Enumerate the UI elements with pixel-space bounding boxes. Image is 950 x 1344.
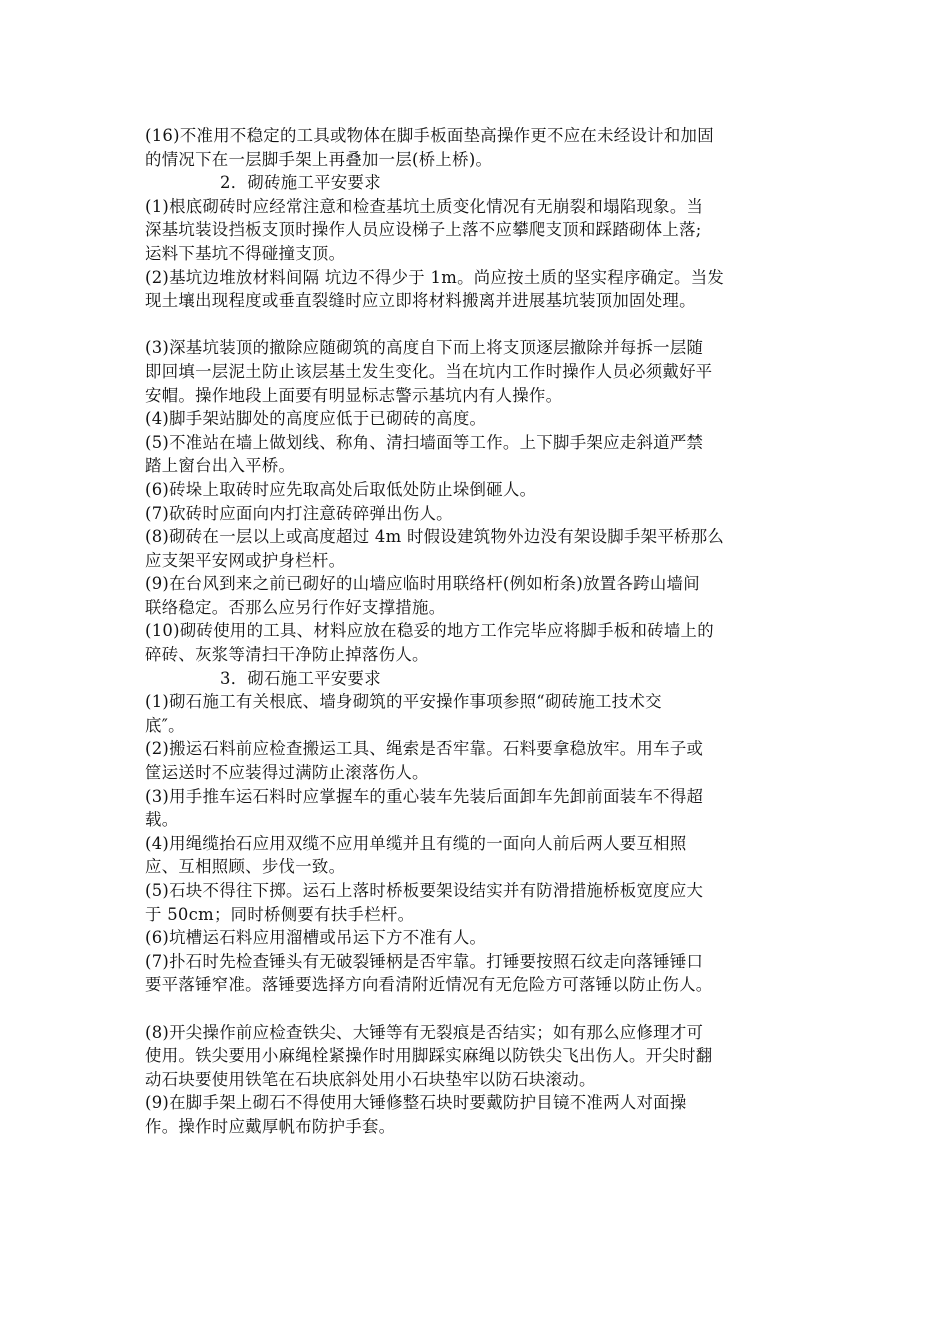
document-body <box>145 124 807 1139</box>
text-line: 载。 <box>145 810 179 830</box>
text-line: 踏上窗台出入平桥。 <box>145 456 296 476</box>
text-line: 现土壤出现程度或垂直裂缝时应立即将材料搬离并进展基坑装顶加固处理。 <box>145 291 696 311</box>
section-heading: 2．砌砖施工平安要求 <box>220 173 381 193</box>
text-line: (16)不准用不稳定的工具或物体在脚手板面垫高操作更不应在未经设计和加固 <box>145 126 714 145</box>
text-line: 的情况下在一层脚手架上再叠加一层(桥上桥)。 <box>145 149 493 169</box>
text-line: 安帽。操作地段上面要有明显标志警示基坑内有人操作。 <box>145 385 563 405</box>
text-line: (6)砖垛上取砖时应先取高处后取低处防止垛倒砸人。 <box>145 479 537 499</box>
text-line: (3)深基坑装顶的撤除应随砌筑的高度自下而上将支顶逐层撤除并每拆一层随 <box>145 338 704 358</box>
text-line: 动石块要使用铁笔在石块底斜处用小石块垫牢以防石块滚动。 <box>145 1069 596 1089</box>
text-line: (5)石块不得往下掷。运石上落时桥板要架设结实并有防滑措施桥板宽度应大 <box>145 881 704 900</box>
text-line: 联络稳定。否那么应另行作好支撑措施。 <box>145 597 446 617</box>
text-line: (4)用绳缆抬石应用双缆不应用单缆并且有缆的一面向人前后两人要互相照 <box>145 833 687 853</box>
text-line: (10)砌砖使用的工具、材料应放在稳妥的地方工作完毕应将脚手板和砖墙上的 <box>145 621 714 641</box>
text-line: (8)砌砖在一层以上或高度超过 4m 时假设建筑物外边没有架设脚手架平桥那么 <box>145 527 725 547</box>
text-line: 使用。铁尖要用小麻绳栓紧操作时用脚踩实麻绳以防铁尖飞出伤人。开尖时翻 <box>145 1046 713 1066</box>
text-line: 深基坑装设挡板支顶时操作人员应设梯子上落不应攀爬支顶和踩踏砌体上落; <box>145 220 702 240</box>
text-line: (7)砍砖时应面向内打注意砖碎弹出伤人。 <box>145 503 453 523</box>
text-line: 碎砖、灰浆等清扫干净防止掉落伤人。 <box>145 645 429 665</box>
text-line: 运料下基坑不得碰撞支顶。 <box>145 243 346 263</box>
text-line: (3)用手推车运石料时应掌握车的重心装车先装后面卸车先卸前面装车不得超 <box>145 786 704 806</box>
text-line: (1)砌石施工有关根底、墙身砌筑的平安操作事项参照“砌砖施工技术交 <box>145 692 662 712</box>
text-line: 即回填一层泥土防止该层基土发生变化。当在坑内工作时操作人员必须戴好平 <box>145 361 713 381</box>
text-line: (9)在脚手架上砌石不得使用大锤修整石块时要戴防护目镜不准两人对面操 <box>145 1093 687 1113</box>
section-heading: 3．砌石施工平安要求 <box>220 668 381 688</box>
text-line: (1)根底砌砖时应经常注意和检查基坑土质变化情况有无崩裂和塌陷现象。当 <box>145 196 704 216</box>
text-line: (5)不准站在墙上做划线、称角、清扫墙面等工作。上下脚手架应走斜道严禁 <box>145 432 704 452</box>
text-line: 应支架平安网或护身栏杆。 <box>145 550 346 570</box>
text-line: (7)扑石时先检查锤头有无破裂锤柄是否牢靠。打锤要按照石纹走向落锤锤口 <box>145 951 704 971</box>
text-line: (4)脚手架站脚处的高度应低于已砌砖的高度。 <box>145 409 487 429</box>
text-line: 筐运送时不应装得过满防止滚落伤人。 <box>145 763 429 783</box>
text-line: 于 50cm；同时桥侧要有扶手栏杆。 <box>145 904 415 924</box>
text-line: 要平落锤窄准。落锤要选择方向看清附近情况有无危险方可落锤以防止伤人。 <box>145 975 713 995</box>
text-line: (2)基坑边堆放材料间隔 坑边不得少于 1m。尚应按土质的坚实程序确定。当发 <box>145 267 725 287</box>
text-line: 应、互相照顾、步伐一致。 <box>145 857 346 877</box>
blank-line <box>145 313 807 337</box>
text-line: (9)在台风到来之前已砌好的山墙应临时用联络杆(例如桁条)放置各跨山墙间 <box>145 574 700 594</box>
text-line: (2)搬运石料前应检查搬运工具、绳索是否牢靠。石料要拿稳放牢。用车子或 <box>145 739 704 759</box>
text-line: 作。操作时应戴厚帆布防护手套。 <box>145 1116 396 1136</box>
blank-line <box>145 997 807 1021</box>
text-line: 底″。 <box>145 715 185 735</box>
text-line: (8)开尖操作前应检查铁尖、大锤等有无裂痕是否结实；如有那么应修理才可 <box>145 1022 704 1042</box>
text-line: (6)坑槽运石料应用溜槽或吊运下方不准有人。 <box>145 928 487 948</box>
